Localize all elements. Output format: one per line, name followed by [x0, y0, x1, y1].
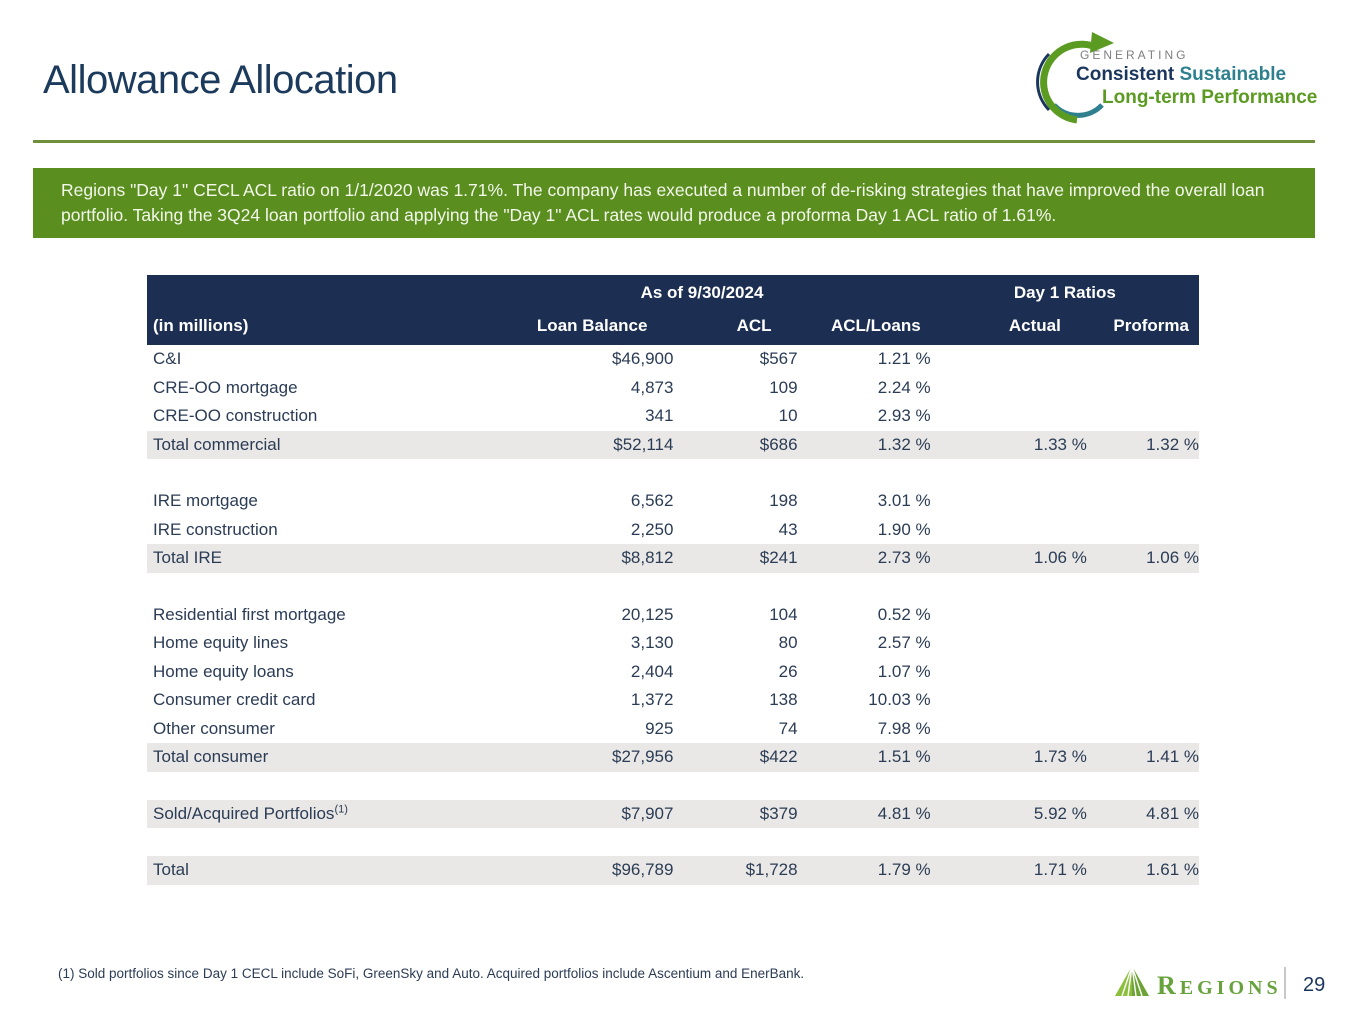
cell-acl: $379	[673, 800, 797, 829]
cell-acl: $241	[673, 544, 797, 573]
row-label: IRE mortgage	[153, 491, 258, 511]
summary-banner	[33, 168, 1315, 238]
cell-actual	[931, 715, 1087, 744]
table-row	[147, 516, 1199, 545]
cell-acl-loans: 1.07 %	[877, 661, 931, 681]
table-row	[147, 345, 1199, 374]
brand-tagline-logo	[1030, 22, 1330, 132]
col-header-loan-balance: Loan Balance	[473, 311, 673, 345]
table-row	[147, 715, 1199, 744]
cell-proforma: 1.32 %	[1087, 431, 1199, 460]
cell-actual	[931, 601, 1087, 630]
table-row	[147, 686, 1199, 715]
cell-actual: 1.33 %	[931, 431, 1087, 460]
cell-acl-loans: 1.79 %	[798, 856, 931, 885]
cell-acl-loans: 4.81 %	[798, 800, 931, 829]
row-label: CRE-OO construction	[153, 406, 318, 426]
cell-acl-loans: 1.90 %	[877, 519, 931, 539]
table-row	[147, 743, 1199, 772]
cell-proforma: 4.81 %	[1087, 800, 1199, 829]
row-label: Other consumer	[153, 718, 275, 738]
spacer-row	[147, 573, 1199, 601]
cell-actual: 5.92 %	[931, 800, 1087, 829]
cell-loan-balance: 4,873	[630, 377, 674, 397]
cell-proforma	[1087, 345, 1199, 374]
regions-triangle-icon	[1113, 964, 1151, 998]
cell-acl: $1,728	[673, 856, 797, 885]
cell-loan-balance: $96,789	[473, 856, 673, 885]
cell-acl-loans: 0.52 %	[877, 604, 931, 624]
row-label: Sold/Acquired Portfolios$^{(1)}$	[147, 800, 473, 829]
col-header-acl: ACL	[673, 311, 797, 345]
col-header-in-millions: (in millions)	[147, 311, 473, 345]
tagline-line2	[1076, 64, 1330, 86]
cell-acl: $422	[673, 743, 797, 772]
group-header-blank	[147, 275, 473, 311]
table-row	[147, 856, 1199, 885]
row-label: Total IRE	[147, 544, 473, 573]
cell-loan-balance: 6,562	[630, 491, 674, 511]
cell-loan-balance: 2,404	[630, 661, 674, 681]
cell-acl-loans: 2.93 %	[877, 406, 931, 426]
spacer-row	[147, 772, 1199, 800]
cell-proforma: 1.06 %	[1087, 544, 1199, 573]
cell-actual	[931, 487, 1087, 516]
table-column-header-row	[147, 311, 1199, 345]
spacer-row	[147, 828, 1199, 856]
cell-acl-loans: 2.24 %	[877, 377, 931, 397]
table-row	[147, 544, 1199, 573]
row-label: Consumer credit card	[153, 690, 316, 710]
table-row	[147, 601, 1199, 630]
cell-acl-loans: 1.51 %	[798, 743, 931, 772]
cell-actual	[931, 629, 1087, 658]
spacer-row	[147, 459, 1199, 487]
group-header-day1-ratios: Day 1 Ratios	[931, 275, 1199, 311]
table-row	[147, 800, 1199, 829]
page-number: 29	[1303, 974, 1326, 996]
table-row	[147, 374, 1199, 403]
tagline-consistent: Consistent	[1076, 64, 1175, 85]
cell-acl-loans: 1.21 %	[877, 349, 931, 369]
cell-loan-balance: $8,812	[473, 544, 673, 573]
cell-loan-balance: $27,956	[473, 743, 673, 772]
summary-banner-text: Regions "Day 1" CECL ACL ratio on 1/1/2020 was 1.71%. The company has executed a number of de-risking strategies that have improved the overall loan portfolio. Taking the 3Q24 loan portfolio and applying the "Day 1" ACL rates would produce a proforma Day 1 ACL ratio of 1.61%.	[61, 180, 1265, 225]
cell-actual	[931, 516, 1087, 545]
cell-acl: 198	[769, 491, 798, 511]
tagline-generating: GENERATING	[1080, 48, 1189, 62]
cell-loan-balance: 341	[645, 406, 674, 426]
regions-wordmark: REGIONS	[1157, 971, 1282, 1000]
row-label: Total consumer	[147, 743, 473, 772]
cell-actual: 1.71 %	[931, 856, 1087, 885]
cell-loan-balance: 3,130	[630, 633, 674, 653]
cell-loan-balance: 925	[645, 718, 674, 738]
row-label: Total commercial	[147, 431, 473, 460]
col-header-proforma: Proforma	[1087, 311, 1199, 345]
cell-proforma	[1087, 402, 1199, 431]
footnote-marker: (1)	[334, 803, 348, 816]
cell-acl: $686	[673, 431, 797, 460]
table-group-header-row	[147, 275, 1199, 311]
cell-acl: 104	[769, 604, 798, 624]
cell-actual: 1.73 %	[931, 743, 1087, 772]
cell-proforma	[1087, 715, 1199, 744]
spacer-cell	[147, 772, 1199, 800]
cell-acl: 138	[769, 690, 798, 710]
cell-acl: 80	[778, 633, 798, 653]
cell-proforma	[1087, 374, 1199, 403]
cell-actual	[931, 345, 1087, 374]
cell-loan-balance: 20,125	[621, 604, 674, 624]
cell-acl-loans: 7.98 %	[877, 718, 931, 738]
footnote: (1) Sold portfolios since Day 1 CECL include SoFi, GreenSky and Auto. Acquired portfolios include Ascentium and EnerBank.	[58, 966, 805, 981]
cell-actual	[931, 658, 1087, 687]
allowance-table-container	[147, 275, 1199, 885]
cell-proforma	[1087, 601, 1199, 630]
cell-acl-loans: 2.73 %	[798, 544, 931, 573]
cell-proforma	[1087, 686, 1199, 715]
cell-proforma: 1.41 %	[1087, 743, 1199, 772]
page-title: Allowance Allocation	[43, 58, 398, 102]
cell-loan-balance: $52,114	[473, 431, 673, 460]
cell-acl-loans: 10.03 %	[868, 690, 931, 710]
row-label: CRE-OO mortgage	[153, 377, 298, 397]
spacer-cell	[147, 828, 1199, 856]
col-header-acl-loans: ACL/Loans	[798, 311, 931, 345]
tagline-sustainable: Sustainable	[1179, 64, 1287, 85]
table-row	[147, 431, 1199, 460]
table-row	[147, 629, 1199, 658]
cell-proforma	[1087, 516, 1199, 545]
table-row	[147, 658, 1199, 687]
cell-proforma: 1.61 %	[1087, 856, 1199, 885]
cell-acl: 10	[778, 406, 798, 426]
cell-proforma	[1087, 629, 1199, 658]
spacer-cell	[147, 459, 1199, 487]
cell-acl: $567	[759, 349, 798, 369]
table-row	[147, 487, 1199, 516]
cell-loan-balance: 2,250	[630, 519, 674, 539]
cell-loan-balance: $46,900	[612, 349, 674, 369]
cell-actual: 1.06 %	[931, 544, 1087, 573]
title-divider	[33, 140, 1315, 143]
table-row	[147, 402, 1199, 431]
row-label: Home equity lines	[153, 633, 289, 653]
row-label: IRE construction	[153, 519, 278, 539]
cell-acl: 74	[778, 718, 798, 738]
cell-actual	[931, 402, 1087, 431]
cell-actual	[931, 686, 1087, 715]
col-header-actual: Actual	[931, 311, 1087, 345]
row-label: Total	[147, 856, 473, 885]
cell-proforma	[1087, 487, 1199, 516]
group-header-as-of: As of 9/30/2024	[473, 275, 930, 311]
allowance-allocation-table	[147, 275, 1199, 885]
cell-acl-loans: 3.01 %	[877, 491, 931, 511]
row-label: C&I	[153, 349, 182, 369]
row-label: Residential first mortgage	[153, 604, 346, 624]
cell-acl-loans: 2.57 %	[877, 633, 931, 653]
footer-divider	[1284, 967, 1286, 999]
cell-actual	[931, 374, 1087, 403]
cell-acl: 43	[778, 519, 798, 539]
cell-acl: 109	[769, 377, 798, 397]
tagline-longterm: Long-term Performance	[1102, 87, 1318, 108]
cell-acl-loans: 1.32 %	[798, 431, 931, 460]
cell-loan-balance: 1,372	[630, 690, 674, 710]
cell-acl: 26	[778, 661, 798, 681]
row-label: Home equity loans	[153, 661, 294, 681]
cell-proforma	[1087, 658, 1199, 687]
spacer-cell	[147, 573, 1199, 601]
cell-loan-balance: $7,907	[473, 800, 673, 829]
